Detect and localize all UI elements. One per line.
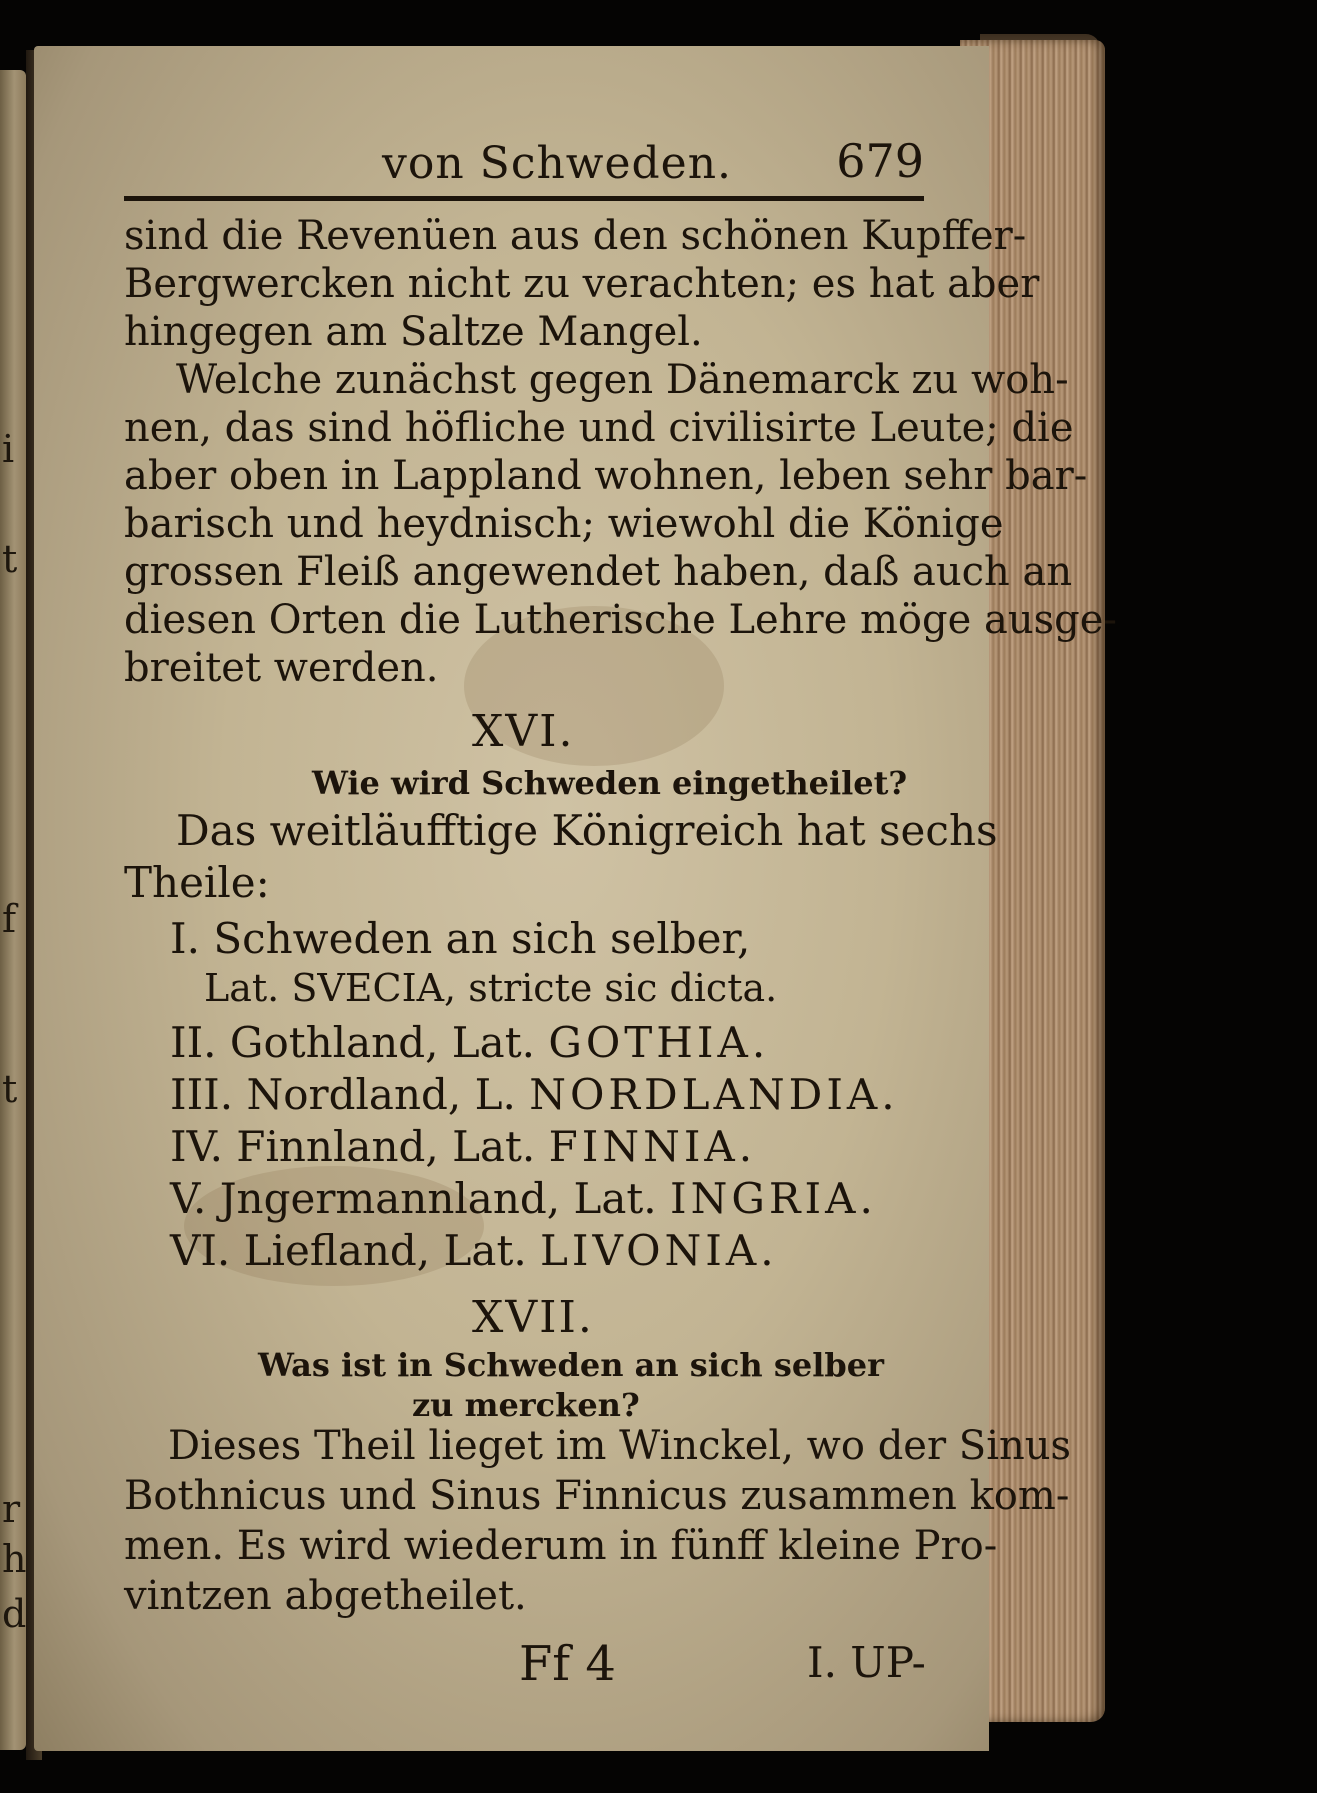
province-item: [170, 914, 750, 963]
signature-mark: Ff 4: [519, 1636, 616, 1692]
province-name: Finnland, Lat.: [236, 1122, 536, 1171]
province-name: Schweden an sich selber,: [213, 914, 751, 963]
province-name: Liefland, Lat.: [243, 1226, 527, 1275]
body-line: Bergwercken nicht zu verachten; es hat aber: [124, 261, 1040, 307]
province-latin: LIVONIA.: [540, 1226, 778, 1275]
answer-line: Theile:: [124, 858, 270, 907]
running-title: von Schweden.: [382, 138, 733, 189]
section-question: Was ist in Schweden an sich selber: [258, 1346, 884, 1384]
body-line: aber oben in Lappland wohnen, leben sehr bar-: [124, 453, 1088, 499]
province-numeral: III.: [170, 1070, 234, 1119]
province-numeral: IV.: [170, 1122, 223, 1171]
province-latin: GOTHIA.: [548, 1018, 770, 1067]
right-page: [34, 46, 1117, 1751]
page-number: 679: [836, 134, 924, 188]
province-numeral: V.: [170, 1174, 207, 1223]
answer-line: Bothnicus und Sinus Finnicus zusammen kom-: [124, 1473, 1070, 1519]
province-item: [170, 1122, 756, 1171]
province-item: [170, 1174, 877, 1223]
section-number: XVII.: [472, 1292, 594, 1343]
left-page-margin-text: [0, 70, 26, 1750]
province-numeral: II.: [170, 1018, 217, 1067]
body-line: nen, das sind höfliche und civilisirte Leute; die: [124, 405, 1074, 451]
body-line: hingegen am Saltze Mangel.: [124, 309, 703, 355]
province-numeral: VI.: [170, 1226, 231, 1275]
province-numeral: I.: [170, 914, 200, 963]
running-head: [124, 128, 934, 188]
margin-glyph: i: [2, 427, 15, 471]
province-item: [170, 1226, 778, 1275]
province-item: [204, 966, 777, 1010]
province-name: Nordland, L.: [246, 1070, 516, 1119]
province-name: Jngermannland, Lat.: [219, 1174, 657, 1223]
answer-line: Das weitläufftige Königreich hat sechs: [176, 806, 998, 855]
body-line: sind die Revenüen aus den schönen Kupffer-: [124, 213, 1027, 259]
margin-glyph: f: [2, 897, 17, 941]
province-latin: INGRIA.: [670, 1174, 877, 1223]
province-name: Gothland, Lat.: [229, 1018, 535, 1067]
body-line: grossen Fleiß angewendet haben, daß auch an: [124, 549, 1073, 595]
body-line: breitet werden.: [124, 645, 439, 691]
catchword: I. UP-: [807, 1638, 926, 1687]
section-question: zu mercken?: [412, 1386, 640, 1424]
left-page-fragment: [0, 70, 26, 1750]
body-line: barisch und heydnisch; wiewohl die Könige: [124, 501, 1004, 547]
margin-glyph: h: [2, 1537, 27, 1581]
province-item: [170, 1018, 769, 1067]
margin-glyph: r: [2, 1487, 21, 1531]
answer-line: men. Es wird wiederum in fünff kleine Pro-: [124, 1523, 998, 1569]
margin-glyph: t: [2, 537, 18, 581]
body-line: diesen Orten die Lutherische Lehre möge ausge-: [124, 597, 1117, 643]
answer-line: vintzen abgetheilet.: [124, 1573, 527, 1619]
section-question: Wie wird Schweden eingetheilet?: [312, 764, 908, 802]
province-latin: NORDLANDIA.: [529, 1070, 899, 1119]
body-line: Welche zunächst gegen Dänemarck zu woh-: [176, 357, 1069, 403]
margin-glyph: t: [2, 1067, 18, 1111]
margin-glyph: d: [2, 1592, 27, 1636]
section-number: XVI.: [472, 706, 575, 757]
head-rule: [124, 196, 924, 201]
answer-line: Dieses Theil lieget im Winckel, wo der Sinus: [168, 1423, 1072, 1469]
province-name: Lat. SVECIA, stricte sic dicta.: [204, 966, 778, 1010]
province-item: [170, 1070, 899, 1119]
province-latin: FINNIA.: [548, 1122, 757, 1171]
